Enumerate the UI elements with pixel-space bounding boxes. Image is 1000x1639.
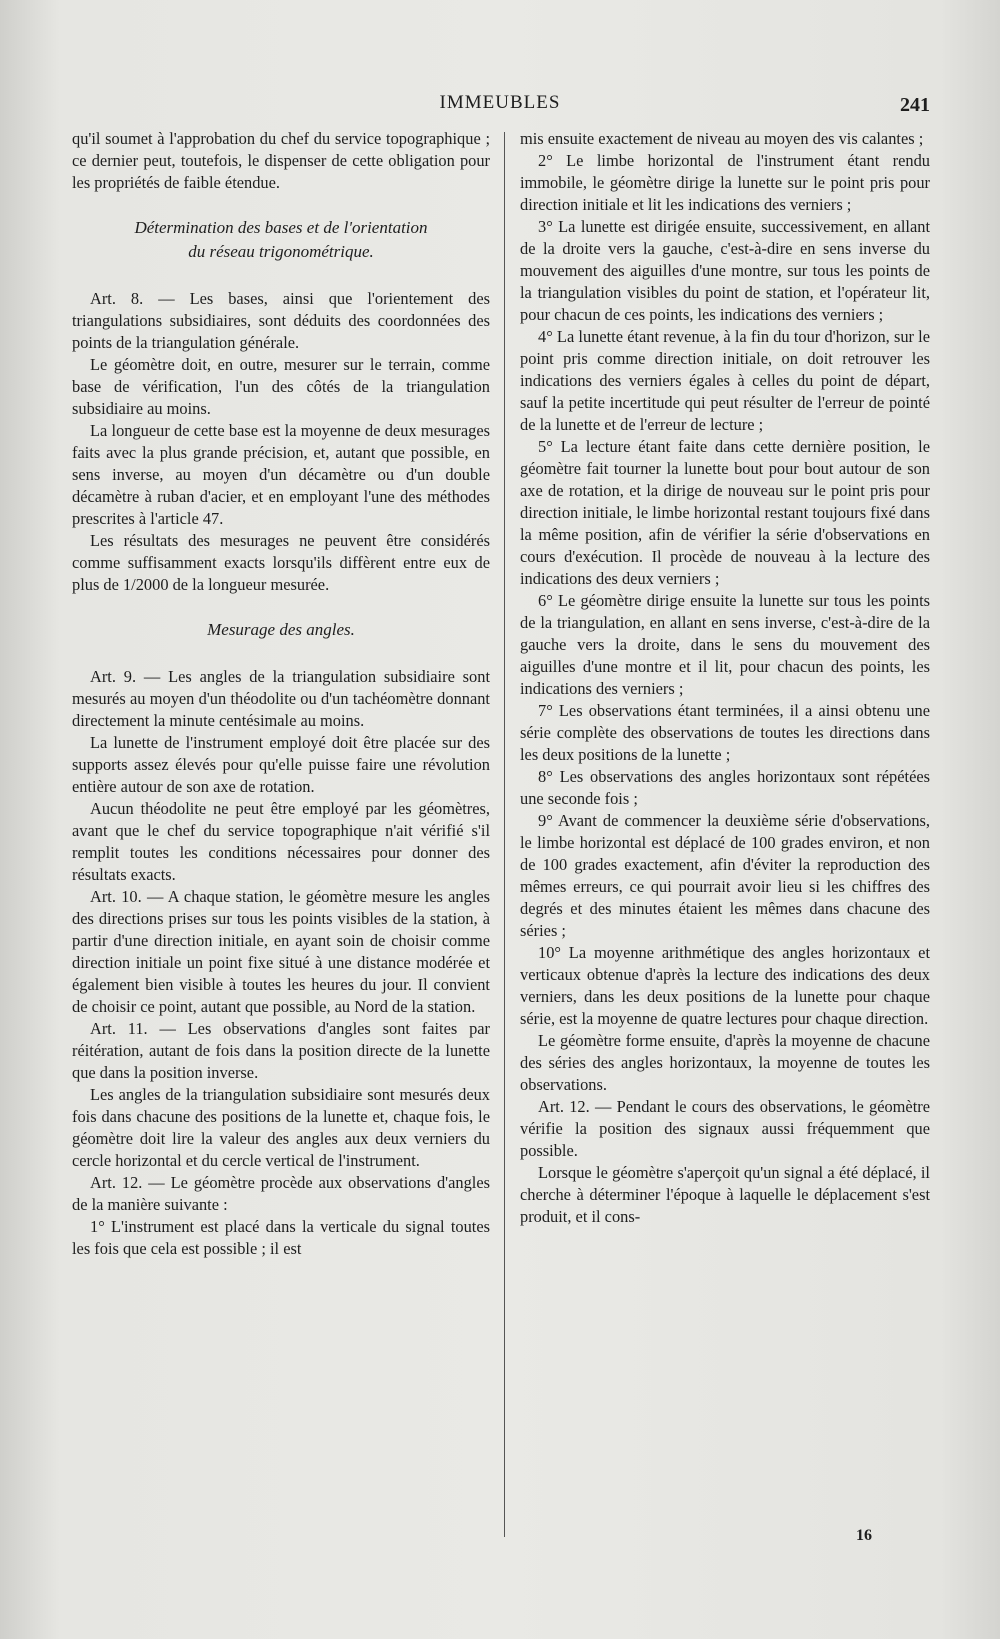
paragraph: Art. 8. — Les bases, ainsi que l'orientement des triangulations subsidiaires, sont déduits des coordonnées des points de la triangulation générale. xyxy=(72,289,490,352)
paragraph: 7° Les observations étant terminées, il a ainsi obtenu une série complète des observations de toutes les directions dans les deux positions de la lunette ; xyxy=(520,701,930,764)
paragraph: Art. 9. — Les angles de la triangulation subsidiaire sont mesurés au moyen d'un théodolite ou d'un tachéomètre donnant directement la minute centésimale au moins. xyxy=(72,667,490,730)
page-number: 241 xyxy=(900,94,930,116)
paragraph: Art. 12. — Le géomètre procède aux observations d'angles de la manière suivante : xyxy=(72,1173,490,1214)
paragraph: Art. 10. — A chaque station, le géomètre mesure les angles des directions prises sur tous les points visibles de la station, à partir d'une direction initiale, en ayant soin de choisir comme direction initiale un point fixe situé à une distance modérée et également bien visible à toutes les heures du jour. Il convient de choisir ce point, autant que possible, au Nord de la station. xyxy=(72,887,490,1016)
paragraph: 10° La moyenne arithmétique des angles horizontaux et verticaux obtenue d'après la lecture des indications des deux verniers, dans les deux positions de la lunette pour chaque série, est la moyenne de quatre lectures pour chaque direction. xyxy=(520,943,930,1028)
column-divider xyxy=(504,132,505,1537)
right-column xyxy=(520,128,930,1228)
paragraph: La lunette de l'instrument employé doit être placée sur des supports assez élevés pour qu'elle puisse faire une révolution entière autour de son axe de rotation. xyxy=(72,733,490,796)
paragraph: qu'il soumet à l'approbation du chef du service topographique ; ce dernier peut, toutefois, le dispenser de cette obligation pour les propriétés de faible étendue. xyxy=(72,129,490,192)
section-heading-line: Détermination des bases et de l'orientation xyxy=(134,218,428,237)
section-heading-line: du réseau trigonométrique. xyxy=(188,242,374,261)
paragraph: 9° Avant de commencer la deuxième série d'observations, le limbe horizontal est déplacé de 100 grades environ, et non de 100 grades exactement, afin d'éviter la reproduction des mêmes erreurs, ce qui pourrait avoir lieu si les chiffres des degrés et des minutes étaient les mêmes dans chacune des séries ; xyxy=(520,811,930,940)
paragraph: La longueur de cette base est la moyenne de deux mesurages faits avec la plus grande précision, et, autant que possible, en sens inverse, au moyen d'un décamètre ou d'un double décamètre à ruban d'acier, et en employant l'une des méthodes prescrites à l'article 47. xyxy=(72,421,490,528)
paragraph: 1° L'instrument est placé dans la verticale du signal toutes les fois que cela est possible ; il est xyxy=(72,1217,490,1258)
section-heading xyxy=(72,216,490,264)
paragraph: Les résultats des mesurages ne peuvent être considérés comme suffisamment exacts lorsqu'ils diffèrent entre eux de plus de 1/2000 de la longueur mesurée. xyxy=(72,531,490,594)
signature-mark: 16 xyxy=(856,1527,872,1544)
paragraph: Le géomètre forme ensuite, d'après la moyenne de chacune des séries des angles horizontaux, la moyenne de toutes les observations. xyxy=(520,1031,930,1094)
paragraph: 4° La lunette étant revenue, à la fin du tour d'horizon, sur le point pris comme direction initiale, on doit retrouver les indications des verniers égales à celles du point de départ, sauf la petite incertitude qui peut résulter de l'erreur de pointé de la lunette et de l'erreur de lecture ; xyxy=(520,327,930,434)
running-head-title: IMMEUBLES xyxy=(439,92,561,113)
section-heading: Mesurage des angles. xyxy=(207,620,355,639)
running-head xyxy=(0,92,1000,122)
paragraph: 6° Le géomètre dirige ensuite la lunette sur tous les points de la triangulation, en allant en sens inverse, c'est-à-dire de la gauche vers la droite, dans le sens du mouvement des aiguilles d'une montre et il lit, pour chacun des points, les indications des verniers ; xyxy=(520,591,930,698)
paragraph: mis ensuite exactement de niveau au moyen des vis calantes ; xyxy=(520,129,924,148)
paragraph: Art. 11. — Les observations d'angles sont faites par réitération, autant de fois dans la position directe de la lunette que dans la position inverse. xyxy=(72,1019,490,1082)
paragraph: 3° La lunette est dirigée ensuite, successivement, en allant de la droite vers la gauche, c'est-à-dire en sens inverse du mouvement des aiguilles d'une montre, sur tous les points de la triangulation visibles du point de station, et l'opérateur lit, pour chacun de ces points, les indications des verniers ; xyxy=(520,217,930,324)
paragraph: Lorsque le géomètre s'aperçoit qu'un signal a été déplacé, il cherche à déterminer l'époque à laquelle le déplacement s'est produit, et il cons- xyxy=(520,1163,930,1226)
paragraph: 2° Le limbe horizontal de l'instrument étant rendu immobile, le géomètre dirige la lunette sur le point pris pour direction initiale et lit les indications des verniers ; xyxy=(520,151,930,214)
paragraph: Aucun théodolite ne peut être employé par les géomètres, avant que le chef du service topographique n'ait vérifié s'il remplit toutes les conditions nécessaires pour donner des résultats exacts. xyxy=(72,799,490,884)
paragraph: 8° Les observations des angles horizontaux sont répétées une seconde fois ; xyxy=(520,767,930,808)
paragraph: 5° La lecture étant faite dans cette dernière position, le géomètre fait tourner la lunette bout pour bout autour de son axe de rotation, et la dirige de nouveau sur le point pris pour direction initiale, le limbe horizontal restant toujours fixé dans la même position, afin de vérifier la série d'observations en cours d'exécution. Il procède de nouveau à la lecture des indications des deux verniers ; xyxy=(520,437,930,588)
left-column xyxy=(72,128,490,1260)
paragraph: Art. 12. — Pendant le cours des observations, le géomètre vérifie la position des signaux aussi fréquemment que possible. xyxy=(520,1097,930,1160)
paragraph: Le géomètre doit, en outre, mesurer sur le terrain, comme base de vérification, l'un des côtés de la triangulation subsidiaire au moins. xyxy=(72,355,490,418)
paragraph: Les angles de la triangulation subsidiaire sont mesurés deux fois dans chacune des positions de la lunette et, chaque fois, le géomètre doit lire la valeur des angles aux deux verniers du cercle horizontal et du cercle vertical de l'instrument. xyxy=(72,1085,490,1170)
